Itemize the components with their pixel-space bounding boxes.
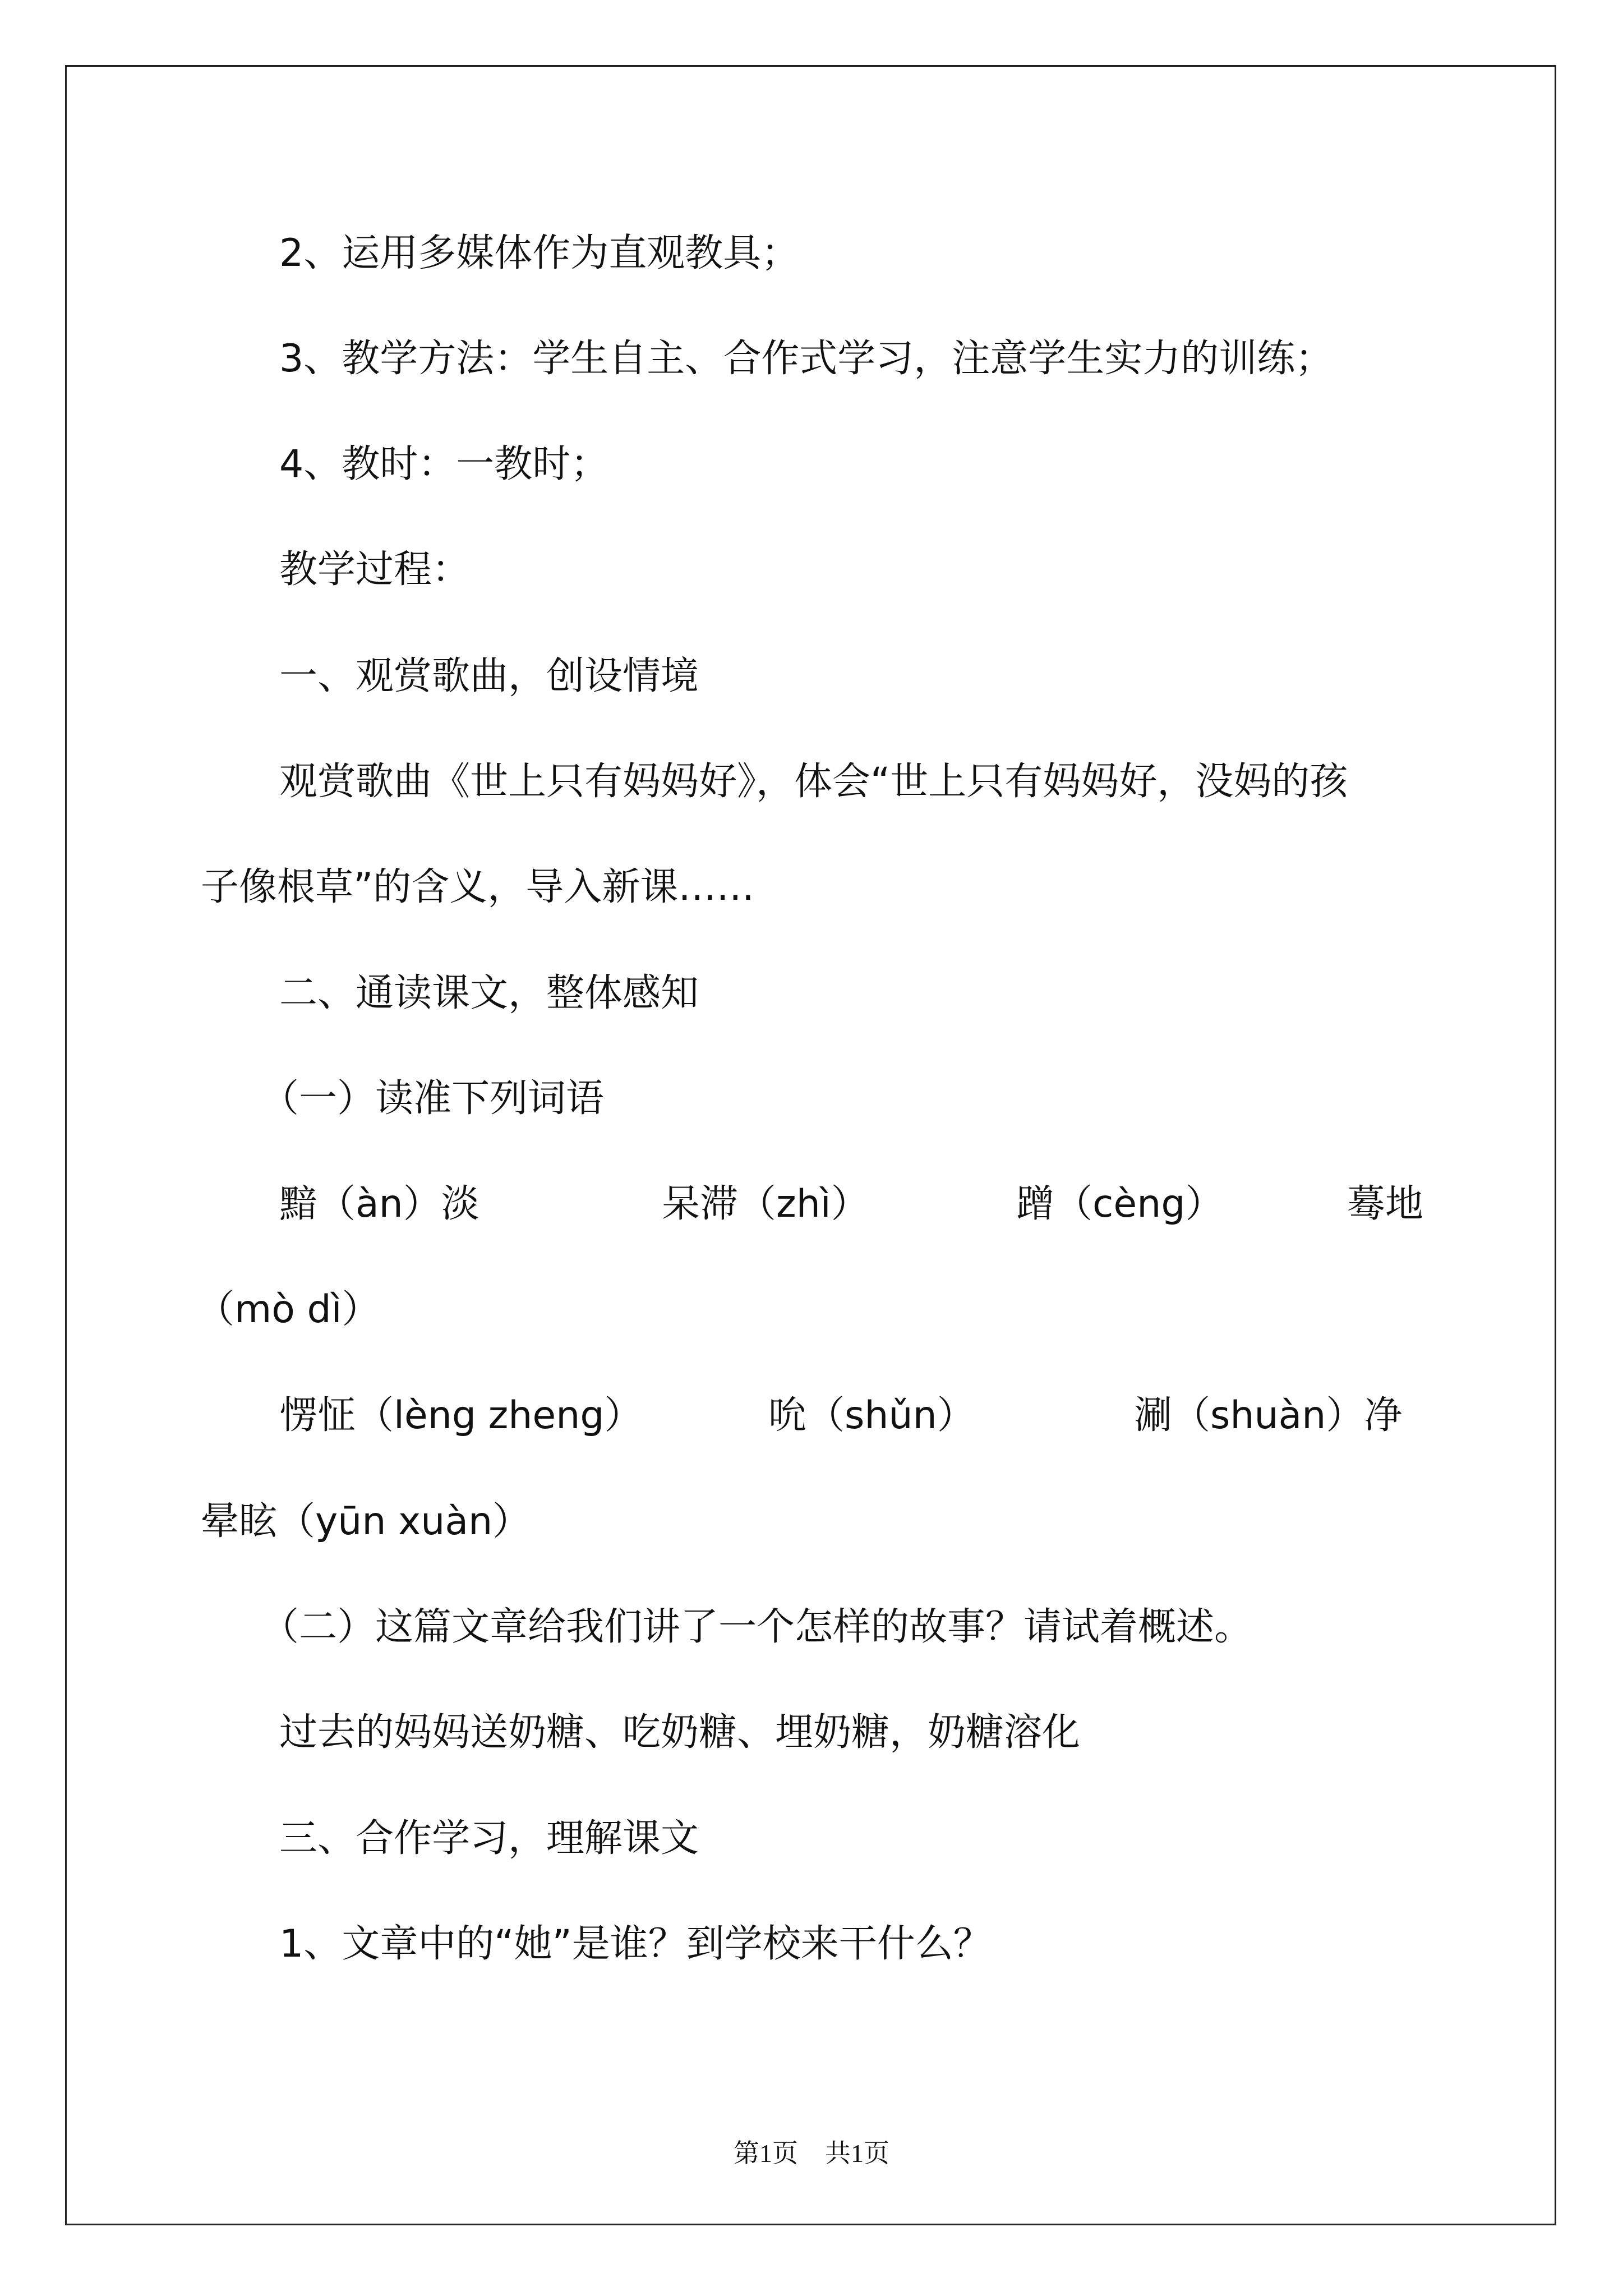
vocab-word-8: 晕眩（yūn xuàn） xyxy=(201,1499,531,1544)
vocab-word-3: 蹭（cèng） xyxy=(1016,1182,1224,1226)
text-line-process-heading: 教学过程： xyxy=(279,547,471,592)
vocab-word-6: 吮（shǔn） xyxy=(768,1393,975,1438)
vocab-word-7: 涮（shuàn）净 xyxy=(1134,1393,1403,1438)
page-footer xyxy=(0,2133,1623,2170)
text-line-question-1: 1、文章中的“她”是谁？到学校来干什么？ xyxy=(279,1922,992,1966)
text-line-song-cont: 子像根草”的含义，导入新课…… xyxy=(201,865,755,909)
vocab-word-1: 黯（àn）淡 xyxy=(279,1182,479,1226)
vocab-word-2: 呆滞（zhì） xyxy=(662,1182,869,1226)
page-number: 第1页 xyxy=(734,2139,798,2168)
vocab-word-4: 蓦地 xyxy=(1347,1182,1424,1226)
section-heading-1: 一、观赏歌曲，创设情境 xyxy=(279,654,699,698)
text-line-periods: 4、教时：一教时； xyxy=(279,442,609,486)
text-line-story: 过去的妈妈送奶糖、吃奶糖、埋奶糖，奶糖溶化 xyxy=(279,1710,1081,1755)
section-heading-2: 二、通读课文，整体感知 xyxy=(279,971,699,1015)
text-line-song: 观赏歌曲《世上只有妈妈好》，体会“世上只有妈妈好，没妈的孩 xyxy=(279,760,1348,804)
vocab-word-4-pinyin: （mò dì） xyxy=(196,1287,380,1332)
text-line-multimedia: 2、运用多媒体作为直观教具； xyxy=(279,231,800,275)
text-line-methods: 3、教学方法：学生自主、合作式学习，注意学生实力的训练； xyxy=(279,337,1334,381)
vocab-word-5: 愣怔（lèng zheng） xyxy=(279,1393,643,1438)
subsection-heading-1: （一）读准下列词语 xyxy=(261,1076,605,1121)
page-border xyxy=(65,65,1556,2225)
page-total: 共1页 xyxy=(825,2139,889,2168)
section-heading-3: 三、合作学习，理解课文 xyxy=(279,1816,699,1861)
subsection-heading-2: （二）这篇文章给我们讲了一个怎样的故事？请试着概述。 xyxy=(261,1605,1253,1649)
